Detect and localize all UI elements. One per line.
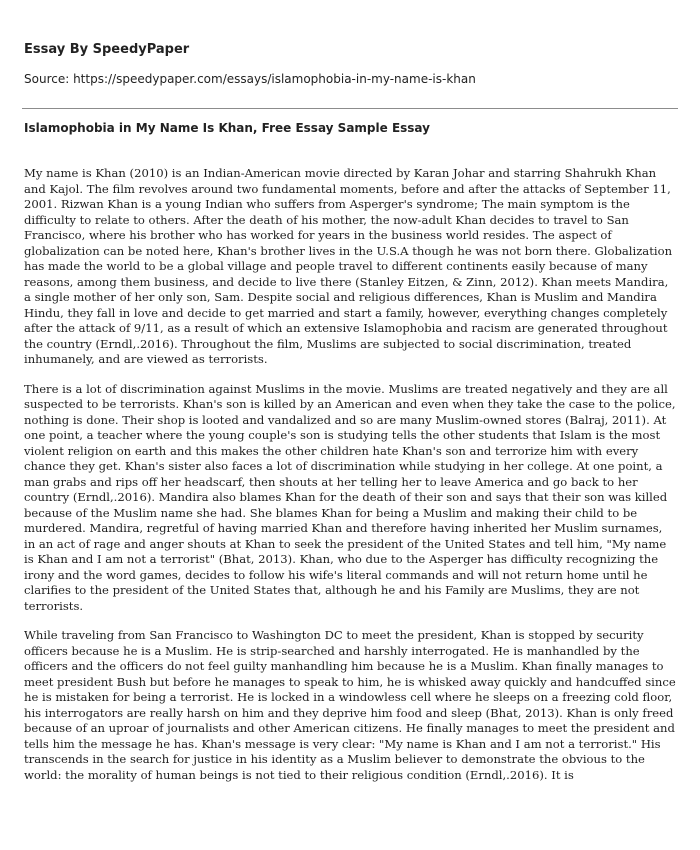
essay-paragraph-3: While traveling from San Francisco to Washington DC to meet the president, Khan is stopped by security officers because he is a Muslim. He is strip-searched and harshly interrogated. He is manhandled by the officers and the officers do not feel guilty manhandling him because he is a Muslim. Khan finally manages to meet president Bush but before he manages to speak to him, he is whisked away quickly and handcuffed since he is mistaken for being a terrorist. He is locked in a windowless cell where he sleeps on a freezing cold floor, his interrogators are really harsh on him and they deprive him food and sleep (Bhat, 2013). Khan is only freed because of an uproar of journalists and other American citizens. He finally manages to meet the president and tells him the message he has. Khan's message is very clear: "My name is Khan and I am not a terrorist." His transcends in the search for justice in his identity as a Muslim believer to demonstrate the obvious to the world: the morality of human beings is not tied to their religious condition (Erndl,.2016). It is bbox=[24, 628, 676, 782]
essay-body bbox=[24, 166, 676, 797]
header-divider bbox=[22, 108, 678, 109]
document-header-title: Essay By SpeedyPaper bbox=[24, 42, 190, 57]
source-line bbox=[24, 72, 476, 86]
source-url[interactable]: https://speedypaper.com/essays/islamophobia-in-my-name-is-khan bbox=[73, 72, 476, 86]
essay-title: Islamophobia in My Name Is Khan, Free Essay Sample Essay bbox=[24, 121, 430, 135]
essay-paragraph-1: My name is Khan (2010) is an Indian-American movie directed by Karan Johar and starring Shahrukh Khan and Kajol. The film revolves around two fundamental moments, before and after the attacks of September 11, 2001. Rizwan Khan is a young Indian who suffers from Asperger's syndrome; The main symptom is the difficulty to relate to others. After the death of his mother, the now-adult Khan decides to travel to San Francisco, where his brother who has worked for years in the business world resides. The aspect of globalization can be noted here, Khan's brother lives in the U.S.A though he was not born there. Globalization has made the world to be a global village and people travel to different continents easily because of many reasons, among them business, and decide to live there (Stanley Eitzen, & Zinn, 2012). Khan meets Mandira, a single mother of her only son, Sam. Despite social and religious differences, Khan is Muslim and Mandira Hindu, they fall in love and decide to get married and start a family, however, everything changes completely after the attack of 9/11, as a result of which an extensive Islamophobia and racism are generated throughout the country (Erndl,.2016). Throughout the film, Muslims are subjected to social discrimination, treated inhumanely, and are viewed as terrorists. bbox=[24, 166, 673, 366]
source-label: Source: bbox=[24, 72, 74, 86]
essay-paragraph-2: There is a lot of discrimination against Muslims in the movie. Muslims are treated negatively and they are all suspected to be terrorists. Khan's son is killed by an American and even when they take the case to the police, nothing is done. Their shop is looted and vandalized and so are many Muslim-owned stores (Balraj, 2011). At one point, a teacher where the young couple's son is studying tells the other students that Islam is the most violent religion on earth and this makes the other children hate Khan's son and terrorize him with every chance they get. Khan's sister also faces a lot of discrimination while studying in her college. At one point, a man grabs and rips off her headscarf, then shouts at her telling her to leave America and go back to her country (Erndl,.2016). Mandira also blames Khan for the death of their son and says that their son was killed because of the Muslim name she had. She blames Khan for being a Muslim and making their child to be murdered. Mandira, regretful of having married Khan and therefore having inherited her Muslim surnames, in an act of rage and anger shouts at Khan to seek the president of the United States and tell him, "My name is Khan and I am not a terrorist" (Bhat, 2013). Khan, who due to the Asperger has difficulty recognizing the irony and the word games, decides to follow his wife's literal commands and will not return home until he clarifies to the president of the United States that, although he and his Family are Muslims, they are not terrorists. bbox=[24, 381, 676, 613]
